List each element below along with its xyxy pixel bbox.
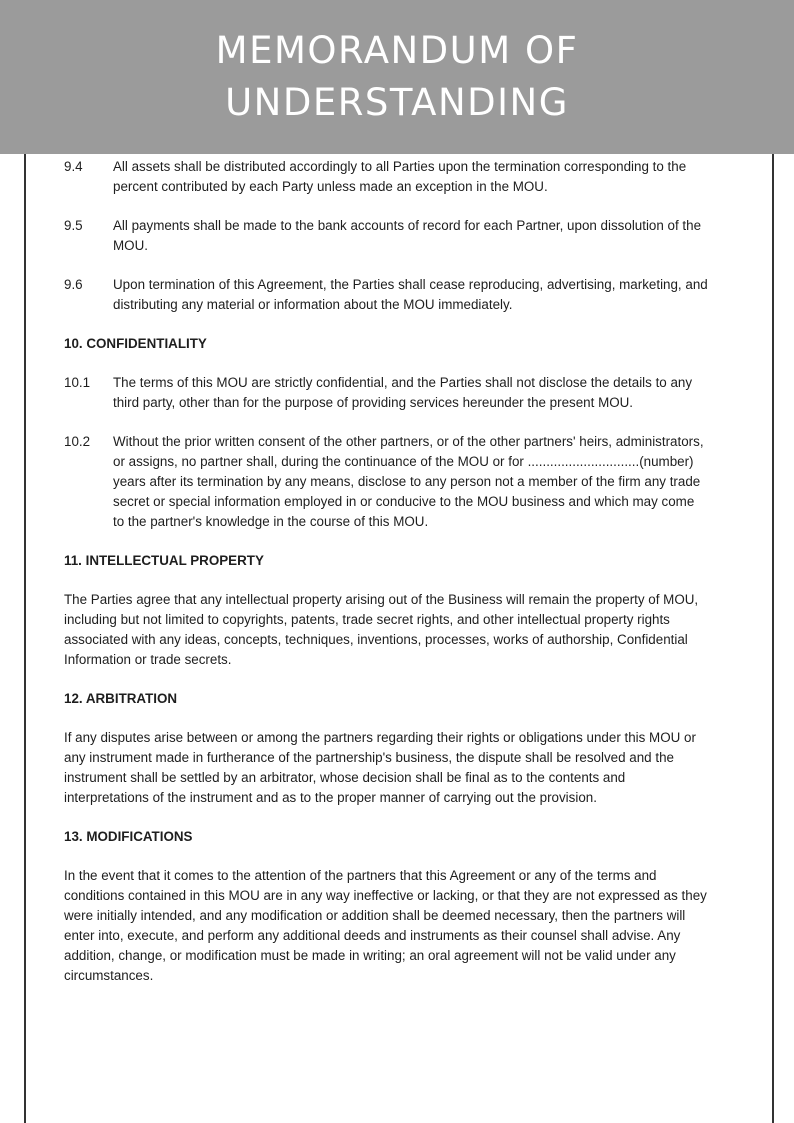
section-paragraph-modifications: In the event that it comes to the attention of the partners that this Agreement or any of the terms and conditions contained in this MOU are in any way ineffective or lacking, or that they are not expressed as they were initially intended, and any modification or addition shall be deemed necessary, then the partners will enter into, execute, and perform any additional deeds and instruments as their counsel shall advise. Any addition, change, or modification must be made in writing; an oral agreement will not be valid under any circumstances. (64, 868, 707, 983)
clause-text: All payments shall be made to the bank accounts of record for each Partner, upon dissolution of the MOU. (113, 218, 702, 253)
clause-number: 10.2 (64, 434, 91, 449)
clause-text: All assets shall be distributed accordingly to all Parties upon the termination corresponding to the percent contributed by each Party unless made an exception in the MOU. (113, 159, 687, 194)
clause-text: Upon termination of this Agreement, the Parties shall cease reproducing, advertising, marketing, and distributing any material or information about the MOU immediately. (113, 277, 708, 312)
section-heading-confidentiality: 10. CONFIDENTIALITY (64, 336, 207, 351)
clause-10-1 (64, 373, 709, 413)
clause-text: Without the prior written consent of the other partners, or of the other partners' heirs, administrators, or assigns, no partner shall, during the continuance of the MOU or for ..............................(number) years after its termination by any means, disclose to any person not a member of the firm any trade secret or special information employed in or conducive to the MOU business and which may come to the partner's knowledge in the course of this MOU. (113, 434, 704, 529)
clause-text: The terms of this MOU are strictly confidential, and the Parties shall not disclose the details to any third party, other than for the purpose of providing services hereunder the present MOU. (113, 375, 693, 410)
clause-9-6 (64, 275, 709, 315)
banner-title-line-1: MEMORANDUM OF (215, 29, 579, 72)
section-heading-intellectual-property: 11. INTELLECTUAL PROPERTY (64, 553, 264, 568)
section-paragraph-intellectual-property: The Parties agree that any intellectual property arising out of the Business will remain the property of MOU, including but not limited to copyrights, patents, trade secret rights, and other intellectual property rights associated with any ideas, concepts, techniques, inventions, processes, works of authorship, Confidential Information or trade secrets. (64, 592, 699, 667)
title-banner (0, 0, 794, 154)
clause-10-2 (64, 432, 709, 532)
section-heading-arbitration: 12. ARBITRATION (64, 691, 178, 706)
section-paragraph-arbitration: If any disputes arise between or among the partners regarding their rights or obligations under this MOU or any instrument made in furtherance of the partnership's business, the dispute shall be resolved and the instrument shall be settled by an arbitrator, whose decision shall be final as to the contents and interpretations of the instrument and as to the proper manner of carrying out the provision. (64, 730, 696, 805)
document-body (64, 157, 709, 1005)
clause-number: 9.6 (64, 277, 83, 292)
banner-title-line-2: UNDERSTANDING (225, 81, 569, 124)
clause-number: 9.4 (64, 159, 83, 174)
clause-number: 10.1 (64, 375, 91, 390)
clause-number: 9.5 (64, 218, 83, 233)
clause-9-5 (64, 216, 709, 256)
section-heading-modifications: 13. MODIFICATIONS (64, 829, 193, 844)
clause-9-4 (64, 157, 709, 197)
